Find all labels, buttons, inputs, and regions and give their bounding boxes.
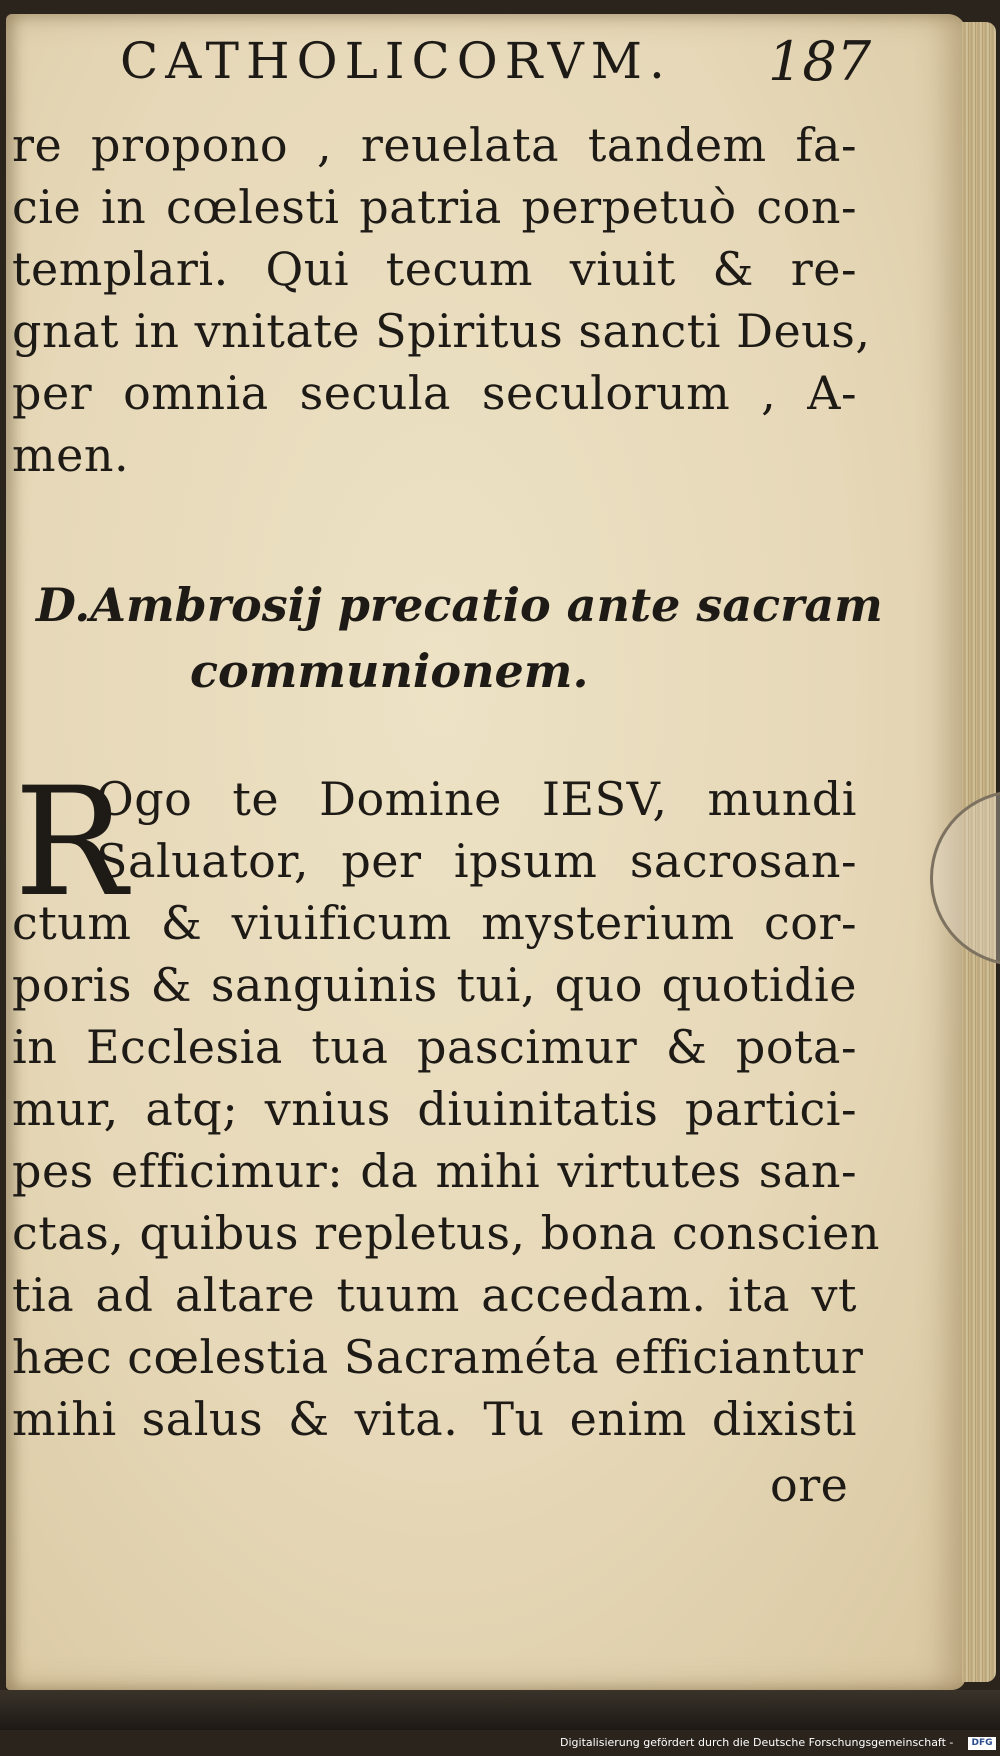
text-line: cie in cœlesti patria perpetuò con-: [12, 180, 857, 234]
text-line: mihi salus & vita. Tu enim dixisti: [12, 1392, 857, 1446]
text-line: ctum & viuificum mysterium cor-: [12, 896, 857, 950]
text-line: Ogo te Domine IESV, mundi: [96, 772, 857, 826]
drop-cap-initial: R: [14, 756, 127, 930]
text-line: ctas, quibus repletus, bona conscien: [12, 1206, 880, 1260]
text-line: pes efficimur: da mihi virtutes san-: [12, 1144, 857, 1198]
binding-board: [0, 1690, 1000, 1730]
text-line: templari. Qui tecum viuit & re-: [12, 242, 857, 296]
catchword: ore: [770, 1458, 849, 1512]
text-line: gnat in vnitate Spiritus sancti Deus,: [12, 304, 871, 358]
text-line: mur, atq; vnius diuinitatis partici-: [12, 1082, 857, 1136]
section-heading: communionem.: [190, 644, 589, 698]
text-line: per omnia secula seculorum , A-: [12, 366, 857, 420]
text-line: poris & sanguinis tui, quo quotidie: [12, 958, 857, 1012]
text-line: in Ecclesia tua pascimur & pota-: [12, 1020, 857, 1074]
section-heading: D.Ambrosij precatio ante sacram: [36, 578, 883, 632]
text-line: tia ad altare tuum accedam. ita vt: [12, 1268, 857, 1322]
text-line: re propono , reuelata tandem fa-: [12, 118, 857, 172]
text-line: hæc cœlestia Sacraméta efficiantur: [12, 1330, 864, 1384]
dfg-logo: DFG: [968, 1737, 996, 1750]
text-line: men.: [12, 428, 130, 482]
footer-credit: Digitalisierung gefördert durch die Deutsche Forschungsgemeinschaft -: [560, 1736, 954, 1749]
running-head: CATHOLICORVM.: [120, 32, 672, 90]
page-number: 187: [768, 30, 872, 93]
text-line: Saluator, per ipsum sacrosan-: [96, 834, 857, 888]
